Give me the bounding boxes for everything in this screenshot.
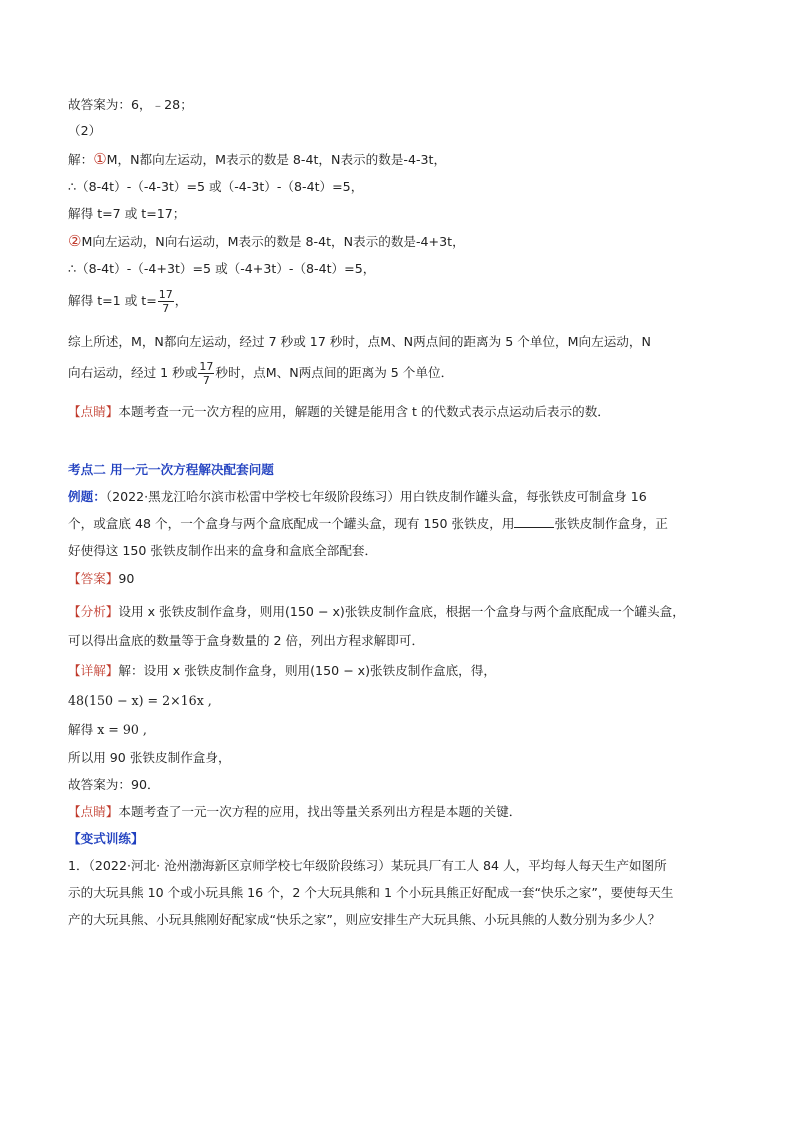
circle-1-marker: ① [93,150,107,168]
dianjing-text-2: 本题考查了一元一次方程的应用，找出等量关系列出方程是本题的关键． [118,804,522,819]
example-line-3: 好使得这 150 张铁皮制作出来的盒身和盒底全部配套． [68,543,378,558]
summary-line-2-start: 向右运动，经过 1 秒或 [68,365,198,380]
question-1-line-2: 示的大玩具熊 10 个或小玩具熊 16 个，2 个大玩具熊和 1 个小玩具熊正好配成一套“快乐之家”，要使每天生 [68,885,674,900]
dianjing-tag-2: 【点睛】 [68,804,119,819]
detail-equation: 48(150 − x) = 2×16x , [68,693,212,708]
analysis-line-2: 可以得出盒底的数量等于盒身数量的 2 倍，列出方程求解即可． [68,633,425,648]
case1-equation: ∴（8-4t）-（-4-3t）=5 或（-4-3t）-（8-4t）=5， [68,179,364,194]
answer-line: 故答案为：6，﹣28； [68,97,193,112]
case2-equation: ∴（8-4t）-（-4+3t）=5 或（-4+3t）-（8-4t）=5， [68,261,376,276]
case2-line [68,232,465,251]
fraction-17-7 [158,288,174,315]
part-2-label: （2） [68,123,102,138]
dianjing-text: 本题考查一元一次方程的应用，解题的关键是能用含 t 的代数式表示点运动后表示的数． [118,404,610,419]
answer-value: 90 [118,571,135,586]
answer-row [68,570,134,588]
jie-label: 解： [68,152,94,167]
detail-text-1: 解：设用 x 张铁皮制作盒身，则用(150 − x)张铁皮制作盒底，得， [118,663,496,678]
fraction-numerator: 17 [199,360,214,373]
detail-so: 所以用 90 张铁皮制作盒身， [68,750,231,765]
example-text-2: 个，或盒底 48 个，一个盒身与两个盒底配成一个罐头盒，现有 150 张铁皮，用 [68,516,515,531]
question-1-line-3: 产的大玩具熊、小玩具熊刚好配家成“快乐之家”，则应安排生产大玩具熊、小玩具熊的人数分别为多少人？ [68,912,661,927]
answer-blank [514,515,554,528]
bianshi-tag: 【变式训练】 [68,831,144,846]
case2-solution-end: ， [174,293,188,308]
fraction-denominator: 7 [202,374,210,387]
answer-tag: 【答案】 [68,571,119,586]
dianjing-1 [68,403,610,421]
fraction-numerator: 17 [158,288,173,301]
case2-text: M向左运动，N向右运动，M表示的数是 8-4t，N表示的数是-4+3t， [81,234,465,249]
case1-text: M，N都向左运动，M表示的数是 8-4t，N表示的数是-4-3t， [106,152,447,167]
summary-line-1: 综上所述，M，N都向左运动，经过 7 秒或 17 秒时，点M、N两点间的距离为 5 个单位，M向左运动，N [68,334,651,349]
analysis-text-1: 设用 x 张铁皮制作盒身，则用(150 − x)张铁皮制作盒底，根据一个盒身与两个盒底配成一个罐头盒， [118,604,685,619]
summary-line-2-end: 秒时，点M、N两点间的距离为 5 个单位． [215,365,454,380]
detail-solve: 解得 x = 90 , [68,722,147,737]
case2-solution-text: 解得 t=1 或 t= [68,293,157,308]
example-line-1 [68,488,647,506]
fraction-17-7-summary [198,360,214,387]
case2-solution [68,288,187,315]
summary-line-2 [68,360,453,387]
dianjing-2 [68,803,521,821]
question-1-line-1: 1．（2022·河北· 沧州渤海新区京师学校七年级阶段练习）某玩具厂有工人 84 人，平均每人每天生产如图所 [68,858,667,873]
detail-tag: 【详解】 [68,663,119,678]
section-heading: 考点二 用一元一次方程解决配套问题 [68,462,274,477]
example-tag: 例题： [68,489,106,504]
circle-2-marker: ② [68,232,82,250]
dianjing-tag: 【点睛】 [68,404,119,419]
example-text-1: （2022·黑龙江哈尔滨市松雷中学校七年级阶段练习）用白铁皮制作罐头盒，每张铁皮可制盒身 16 [105,489,647,504]
analysis-tag: 【分析】 [68,604,119,619]
fraction-denominator: 7 [162,302,170,315]
example-line-2 [68,515,668,533]
example-text-2b: 张铁皮制作盒身，正 [554,516,668,531]
analysis-line-1 [68,603,685,621]
detail-line-1 [68,662,496,680]
case1-solution: 解得 t=7 或 t=17； [68,206,186,221]
case1-line [68,150,446,169]
detail-final: 故答案为：90． [68,777,160,792]
